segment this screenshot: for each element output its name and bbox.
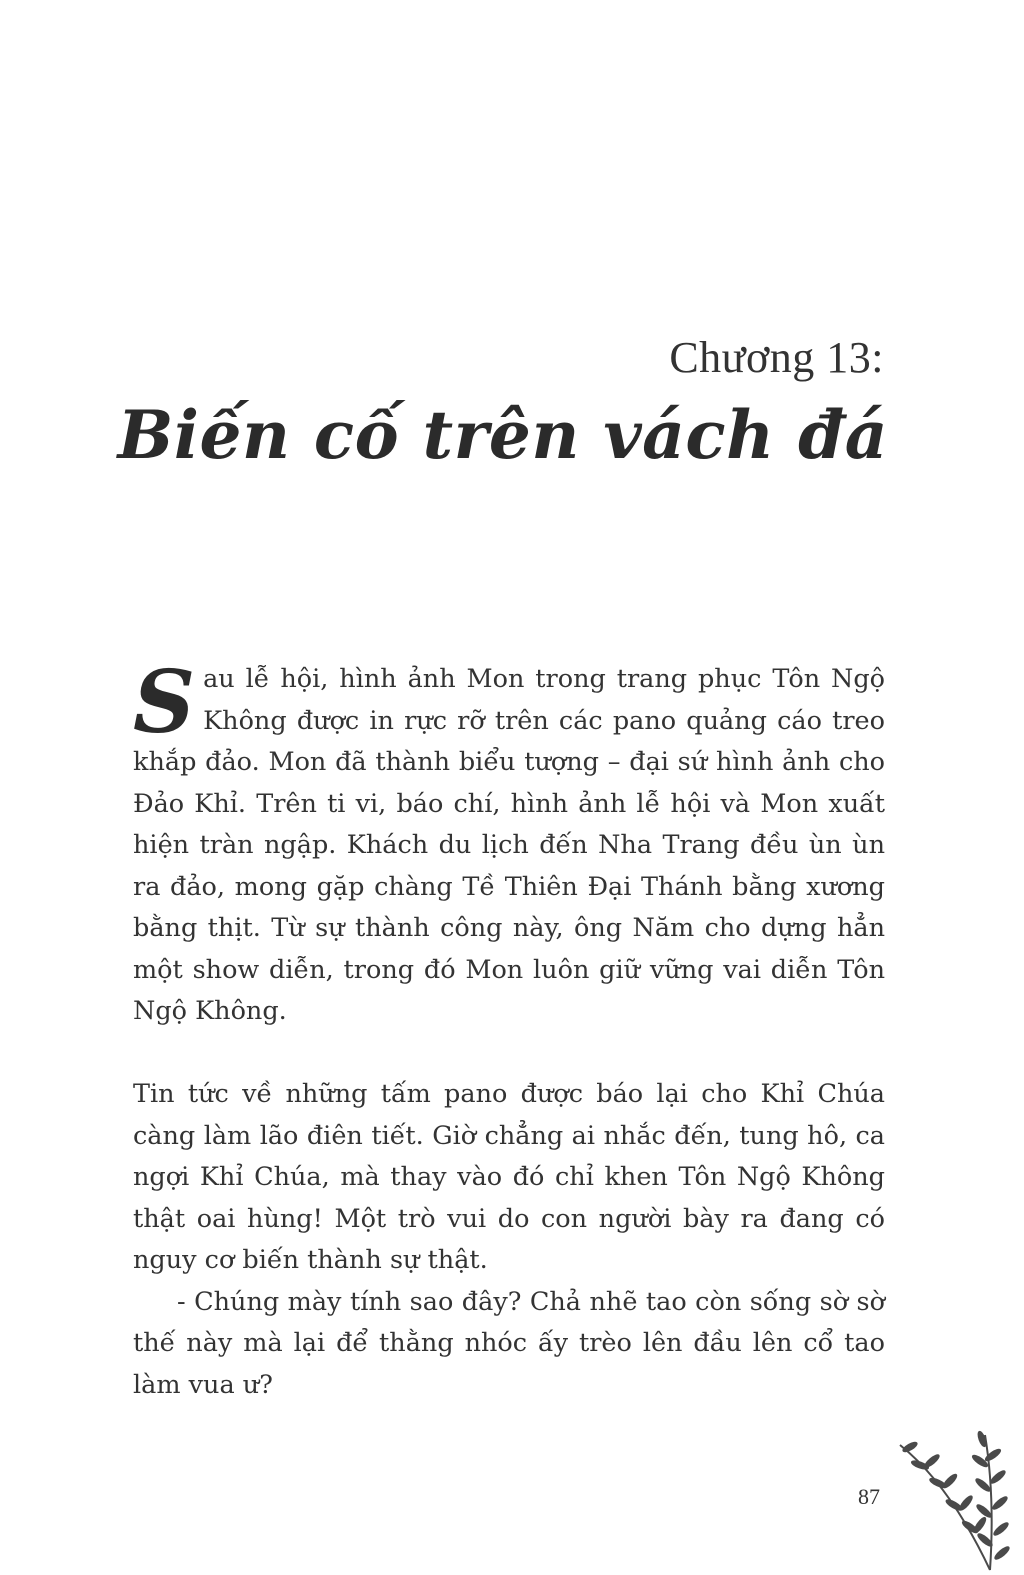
chapter-title: Biến cố trên vách đá: [117, 396, 888, 474]
page-number: 87: [858, 1484, 880, 1509]
paragraph-1: [133, 652, 885, 1033]
paragraph-2: Tin tức về những tấm pano được báo lại cho Khỉ Chúa càng làm lão điên tiết. Giờ chẳng ai nhắc đến, tung hô, ca ngợi Khỉ Chúa, mà thay vào đó chỉ khen Tôn Ngộ Không thật oai hùng! Một trò vui do con người bày ra đang có nguy cơ biến thành sự thật.: [133, 1079, 885, 1275]
chapter-label: Chương 13:: [669, 333, 884, 382]
leaf-branch-icon: [890, 1425, 1020, 1575]
body-text: [133, 652, 885, 1406]
paragraph-3: - Chúng mày tính sao đây? Chả nhẽ tao còn sống sờ sờ thế này mà lại để thằng nhóc ấy trèo lên đầu lên cổ tao làm vua ư?: [133, 1286, 885, 1400]
paragraph-1-text: au lễ hội, hình ảnh Mon trong trang phục Tôn Ngộ Không được in rực rỡ trên các pano quảng cáo treo khắp đảo. Mon đã thành biểu tượng – đại sứ hình ảnh cho Đảo Khỉ. Trên ti vi, báo chí, hình ảnh lễ hội và Mon xuất hiện tràn ngập. Khách du lịch đến Nha Trang đều ùn ùn ra đảo, mong gặp chàng Tề Thiên Đại Thánh bằng xương bằng thịt. Từ sự thành công này, ông Năm cho dựng hẳn một show diễn, trong đó Mon luôn giữ vững vai diễn Tôn Ngộ Không.: [133, 664, 885, 1026]
drop-cap: S: [133, 652, 196, 753]
